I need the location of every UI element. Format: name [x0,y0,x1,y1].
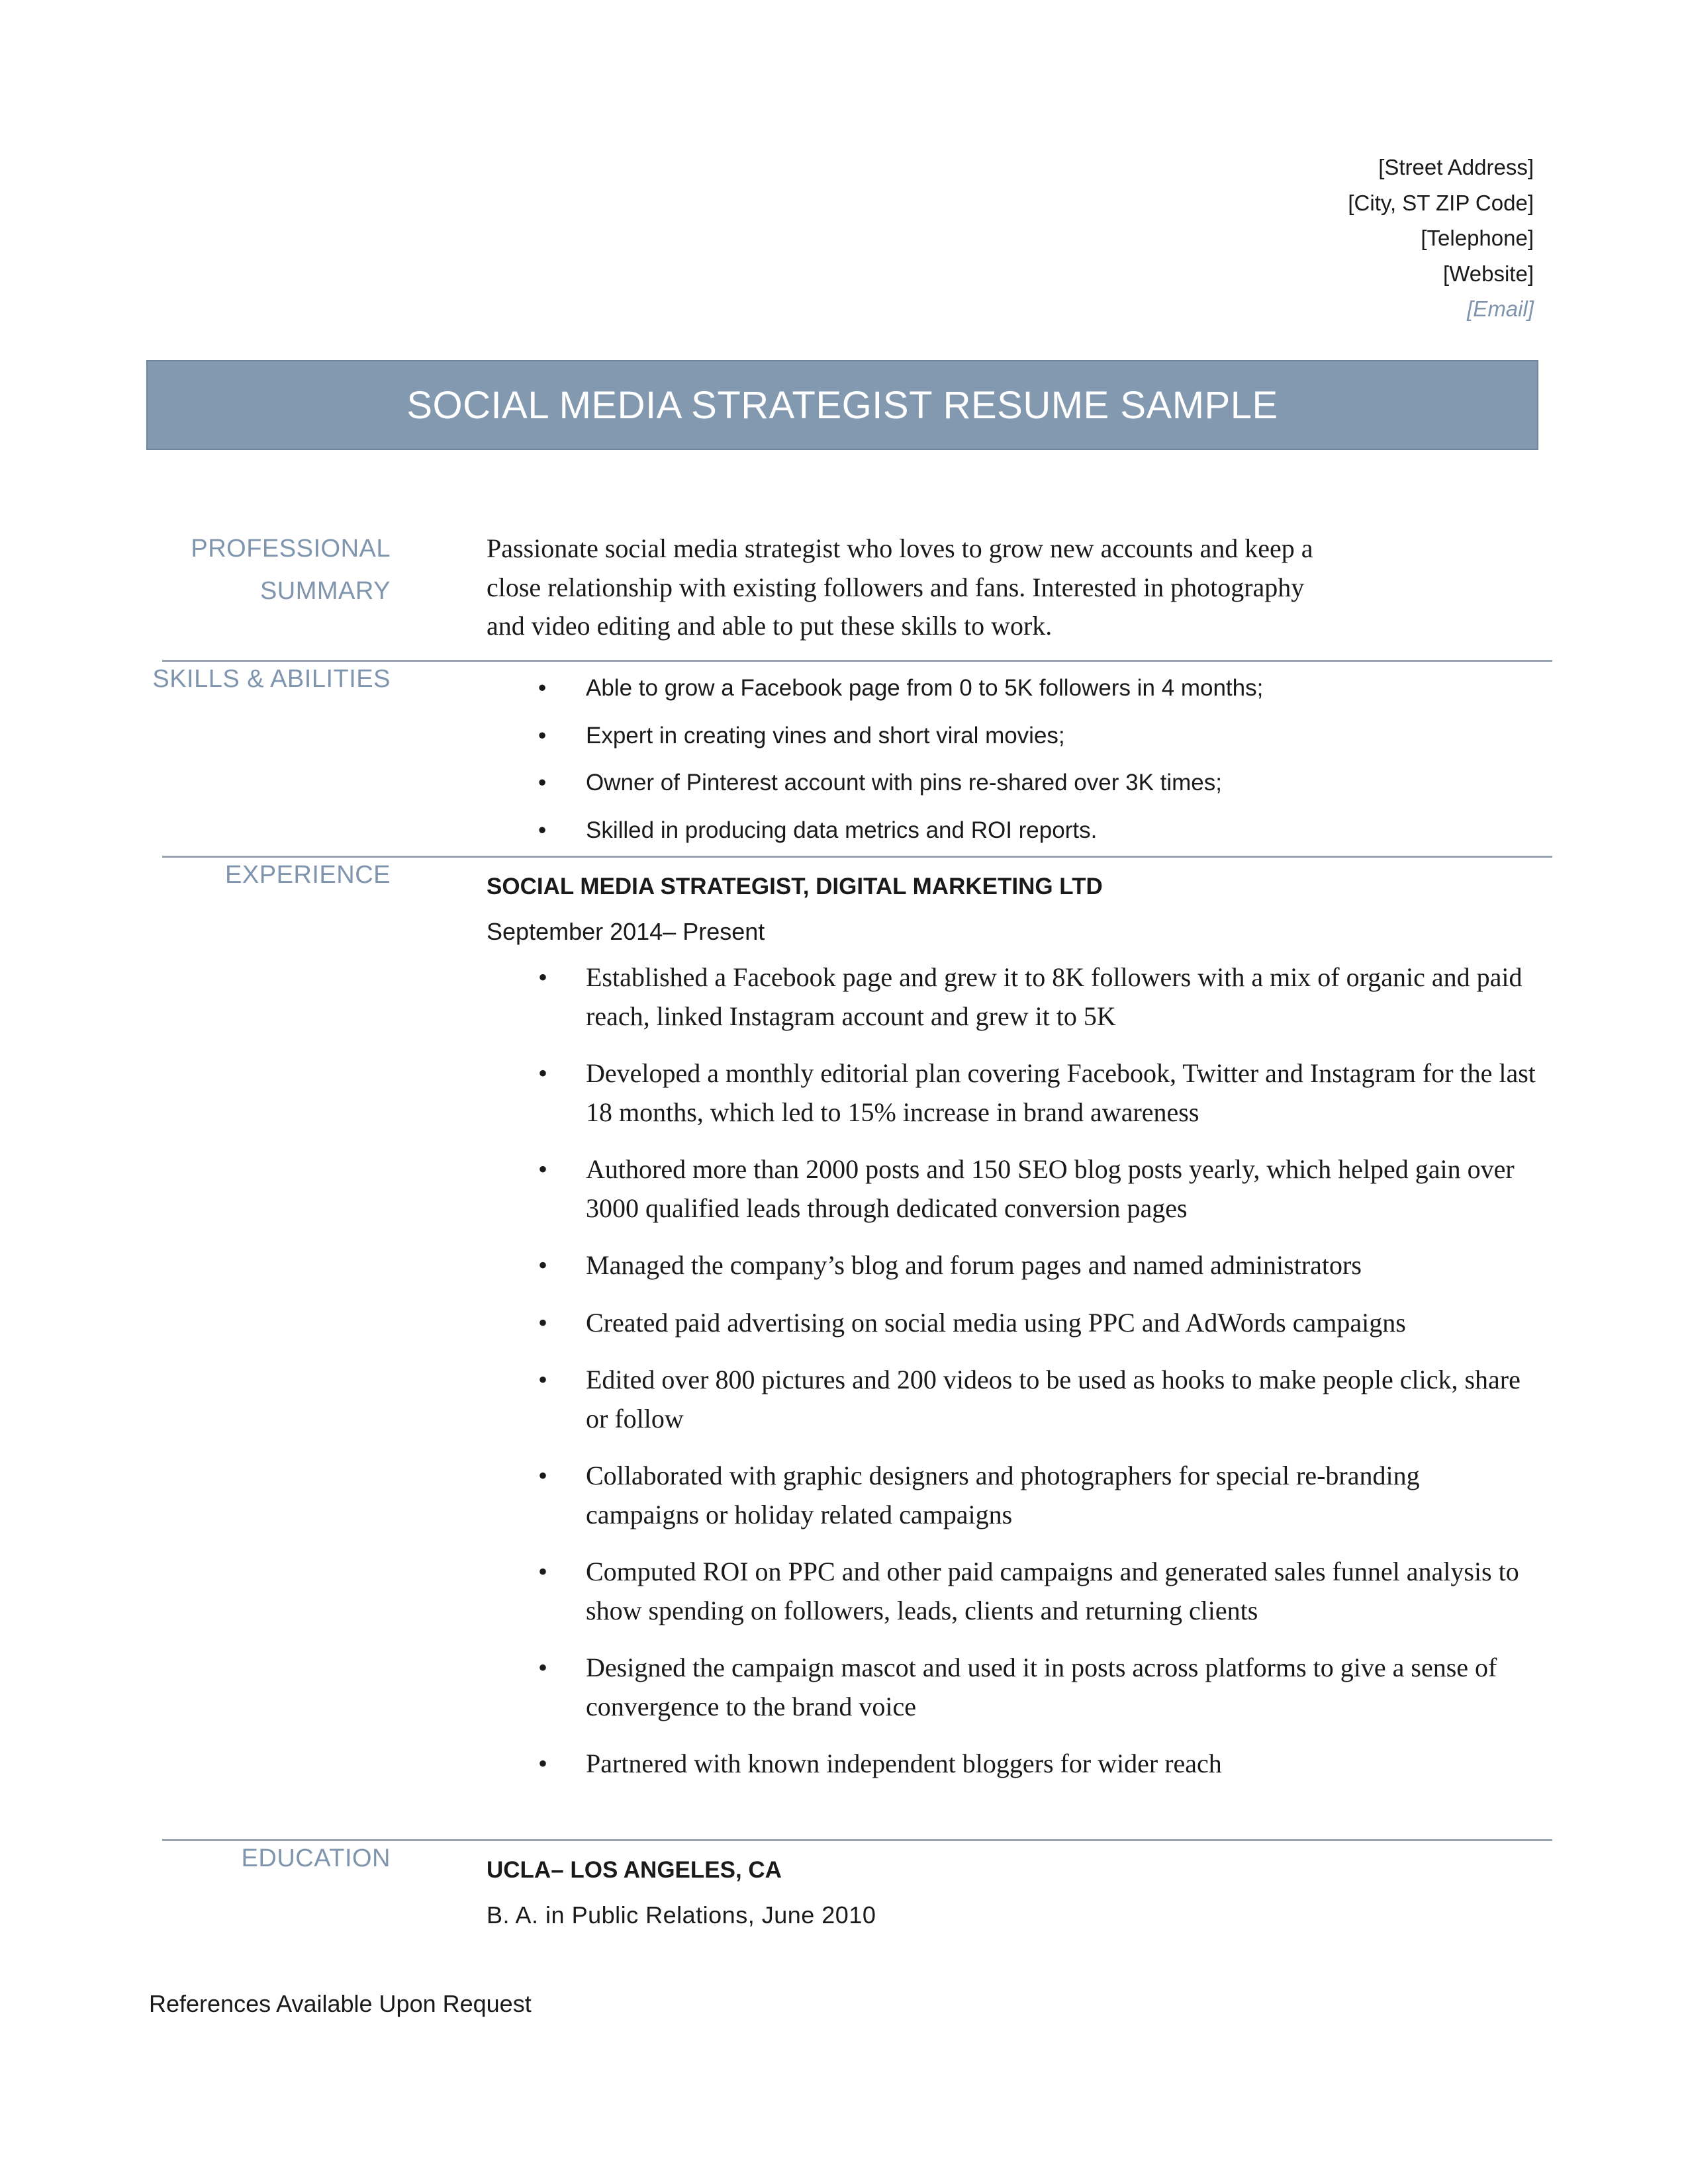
list-item: • Managed the company’s blog and forum pages and named administrators [487,1246,1539,1285]
list-item: • Authored more than 2000 posts and 150 SEO blog posts yearly, which helped gain over 3000 qualified leads through dedicated conversion pages [487,1150,1539,1228]
bullet-icon: • [538,1307,548,1338]
bullet-icon: • [538,1749,548,1778]
summary-label [191,527,391,612]
bullet-icon: • [538,817,547,843]
list-item: • Edited over 800 pictures and 200 videos to be used as hooks to make people click, share or follow [487,1361,1539,1438]
list-item: • Skilled in producing data metrics and ROI reports. [487,815,1479,846]
list-item: • Partnered with known independent bloggers for wider reach [487,1745,1539,1784]
bullet-icon: • [538,1154,548,1184]
experience-label: EXPERIENCE [225,861,391,889]
list-item: • Created paid advertising on social media using PPC and AdWords campaigns [487,1304,1539,1343]
skills-list [487,672,1479,862]
education-label: EDUCATION [241,1844,391,1872]
bullet-icon: • [538,962,548,992]
bullet-icon: • [538,1461,548,1490]
list-item: • Developed a monthly editorial plan covering Facebook, Twitter and Instagram for the last 18 months, which led to 15% increase in brand awareness [487,1054,1539,1132]
list-item: • Owner of Pinterest account with pins re-shared over 3K times; [487,767,1479,798]
title-banner [146,360,1538,450]
website: [Website] [1443,261,1534,286]
bullet-icon: • [538,675,547,701]
job-dates: September 2014– Present [487,918,765,945]
summary-text: Passionate social media strategist who loves to grow new accounts and keep a close relationship with existing followers and fans. Interested in photography and video editing and able to put these skills to work. [487,533,1313,641]
bullet-icon: • [538,1653,548,1682]
bullet-icon: • [538,722,547,749]
city-state-zip: [City, ST ZIP Code] [1348,190,1534,215]
degree: B. A. in Public Relations, June 2010 [487,1901,876,1929]
references-note: References Available Upon Request [149,1990,532,2017]
telephone: [Telephone] [1421,226,1534,250]
bullet-icon: • [538,1557,548,1586]
experience-list [487,958,1539,1802]
contact-block [1348,150,1534,327]
list-item: • Established a Facebook page and grew it to 8K followers with a mix of organic and paid reach, linked Instagram account and grew it to 5K [487,958,1539,1036]
email: [Email] [1467,296,1534,321]
street-address: [Street Address] [1378,155,1534,179]
list-item: • Computed ROI on PPC and other paid campaigns and generated sales funnel analysis to show spending on followers, leads, clients and returning clients [487,1553,1539,1630]
skills-label: SKILLS & ABILITIES [152,665,391,693]
bullet-icon: • [538,1058,548,1088]
list-item: • Expert in creating vines and short viral movies; [487,720,1479,751]
job-title: SOCIAL MEDIA STRATEGIST, DIGITAL MARKETING LTD [487,874,1103,899]
list-item: • Collaborated with graphic designers and photographers for special re-branding campaigns or holiday related campaigns [487,1457,1539,1534]
bullet-icon: • [538,1365,548,1394]
summary-label-line2: SUMMARY [259,577,391,605]
bullet-icon: • [538,770,547,796]
bullet-icon: • [538,1250,548,1280]
summary-label-line1: PROFESSIONAL [191,535,391,563]
list-item: • Designed the campaign mascot and used it in posts across platforms to give a sense of convergence to the brand voice [487,1649,1539,1726]
list-item: • Able to grow a Facebook page from 0 to 5K followers in 4 months; [487,672,1479,704]
school-name: UCLA– LOS ANGELES, CA [487,1857,782,1883]
page-title: SOCIAL MEDIA STRATEGIST RESUME SAMPLE [406,383,1278,427]
